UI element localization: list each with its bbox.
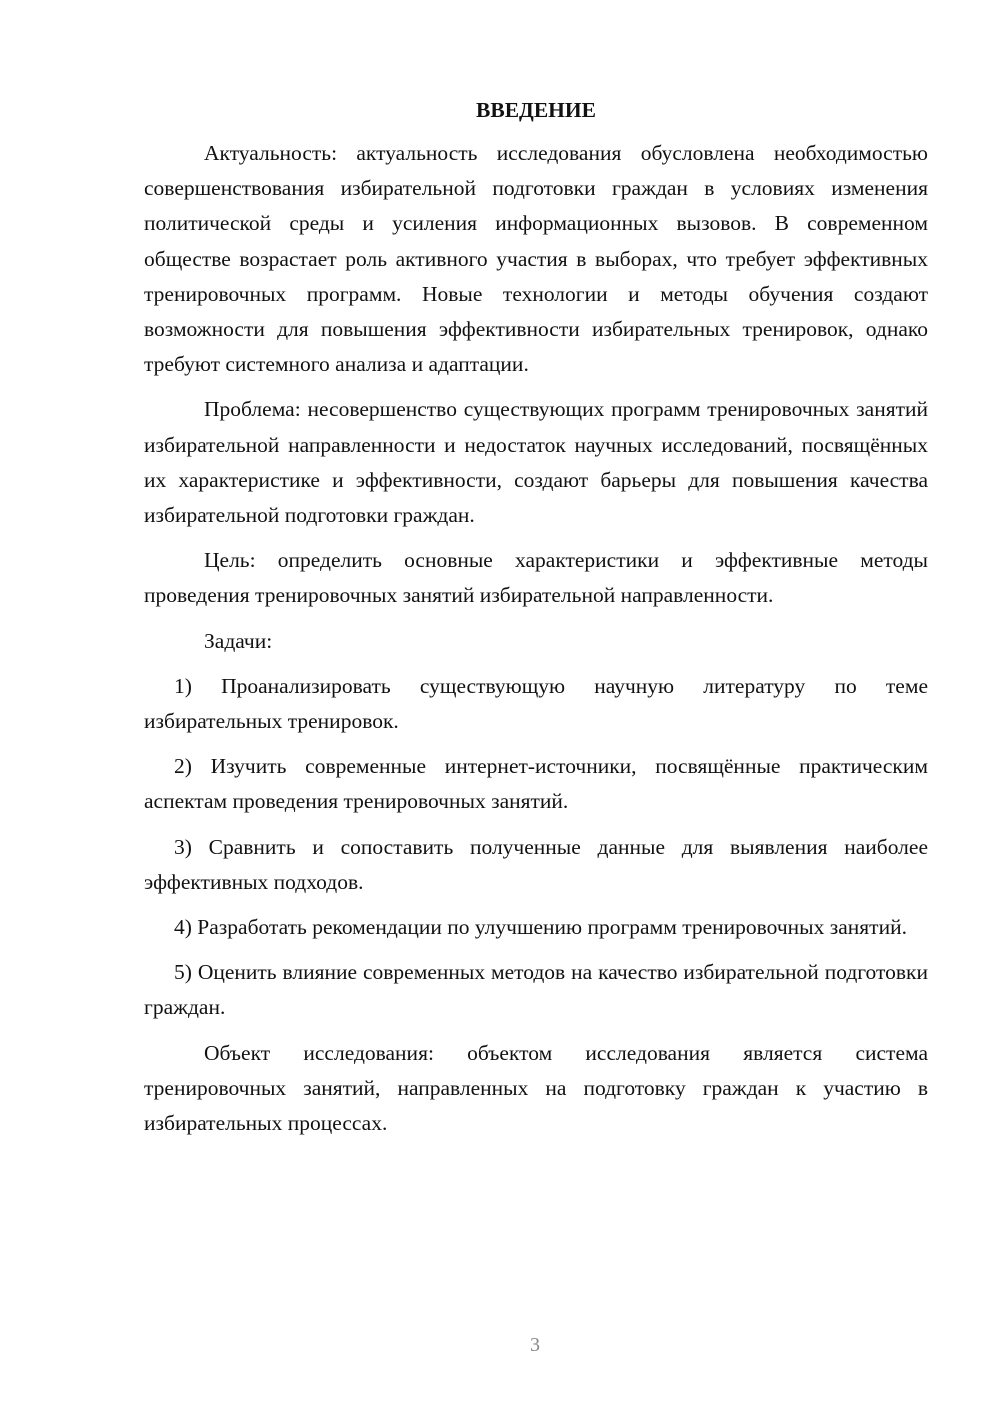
task-item: 4) Разработать рекомендации по улучшению программ тренировочных занятий.	[174, 915, 907, 940]
problem-paragraph: Проблема: несовершенство существующих программ тренировочных занятий избирательной направленности и недостаток научных исследований, посвящённых их характеристике и эффективности, создают барьеры для повышения качества избирательной подготовки граждан.	[144, 397, 928, 528]
goal-paragraph: Цель: определить основные характеристики и эффективные методы проведения тренировочных занятий избирательной направленности.	[144, 548, 928, 608]
task-item: 1) Проанализировать существующую научную литературу по теме избирательных тренировок.	[144, 673, 928, 734]
relevance-paragraph: Актуальность: актуальность исследования обусловлена необходимостью совершенствования избирательной подготовки граждан в условиях изменения политической среды и усиления информационных вызовов. В современном обществе возрастает роль активного участия в выборах, что требует эффективных тренировочных программ. Новые технологии и методы обучения создают возможности для повышения эффективности избирательных тренировок, однако требуют системного анализа и адаптации.	[144, 141, 928, 377]
page-title: ВВЕДЕНИЕ	[476, 98, 596, 122]
task-item: 3) Сравнить и сопоставить полученные данные для выявления наиболее эффективных подходов.	[144, 834, 928, 894]
page-number: 3	[530, 1334, 540, 1356]
task-item: 5) Оценить влияние современных методов на качество избирательной подготовки граждан.	[144, 960, 928, 1020]
task-item: 2) Изучить современные интернет-источники, посвящённые практическим аспектам проведения тренировочных занятий.	[144, 754, 928, 814]
tasks-label: Задачи:	[204, 628, 273, 653]
page-content	[144, 94, 928, 1151]
object-paragraph: Объект исследования: объектом исследования является система тренировочных занятий, направленных на подготовку граждан к участию в избирательных процессах.	[144, 1040, 928, 1136]
